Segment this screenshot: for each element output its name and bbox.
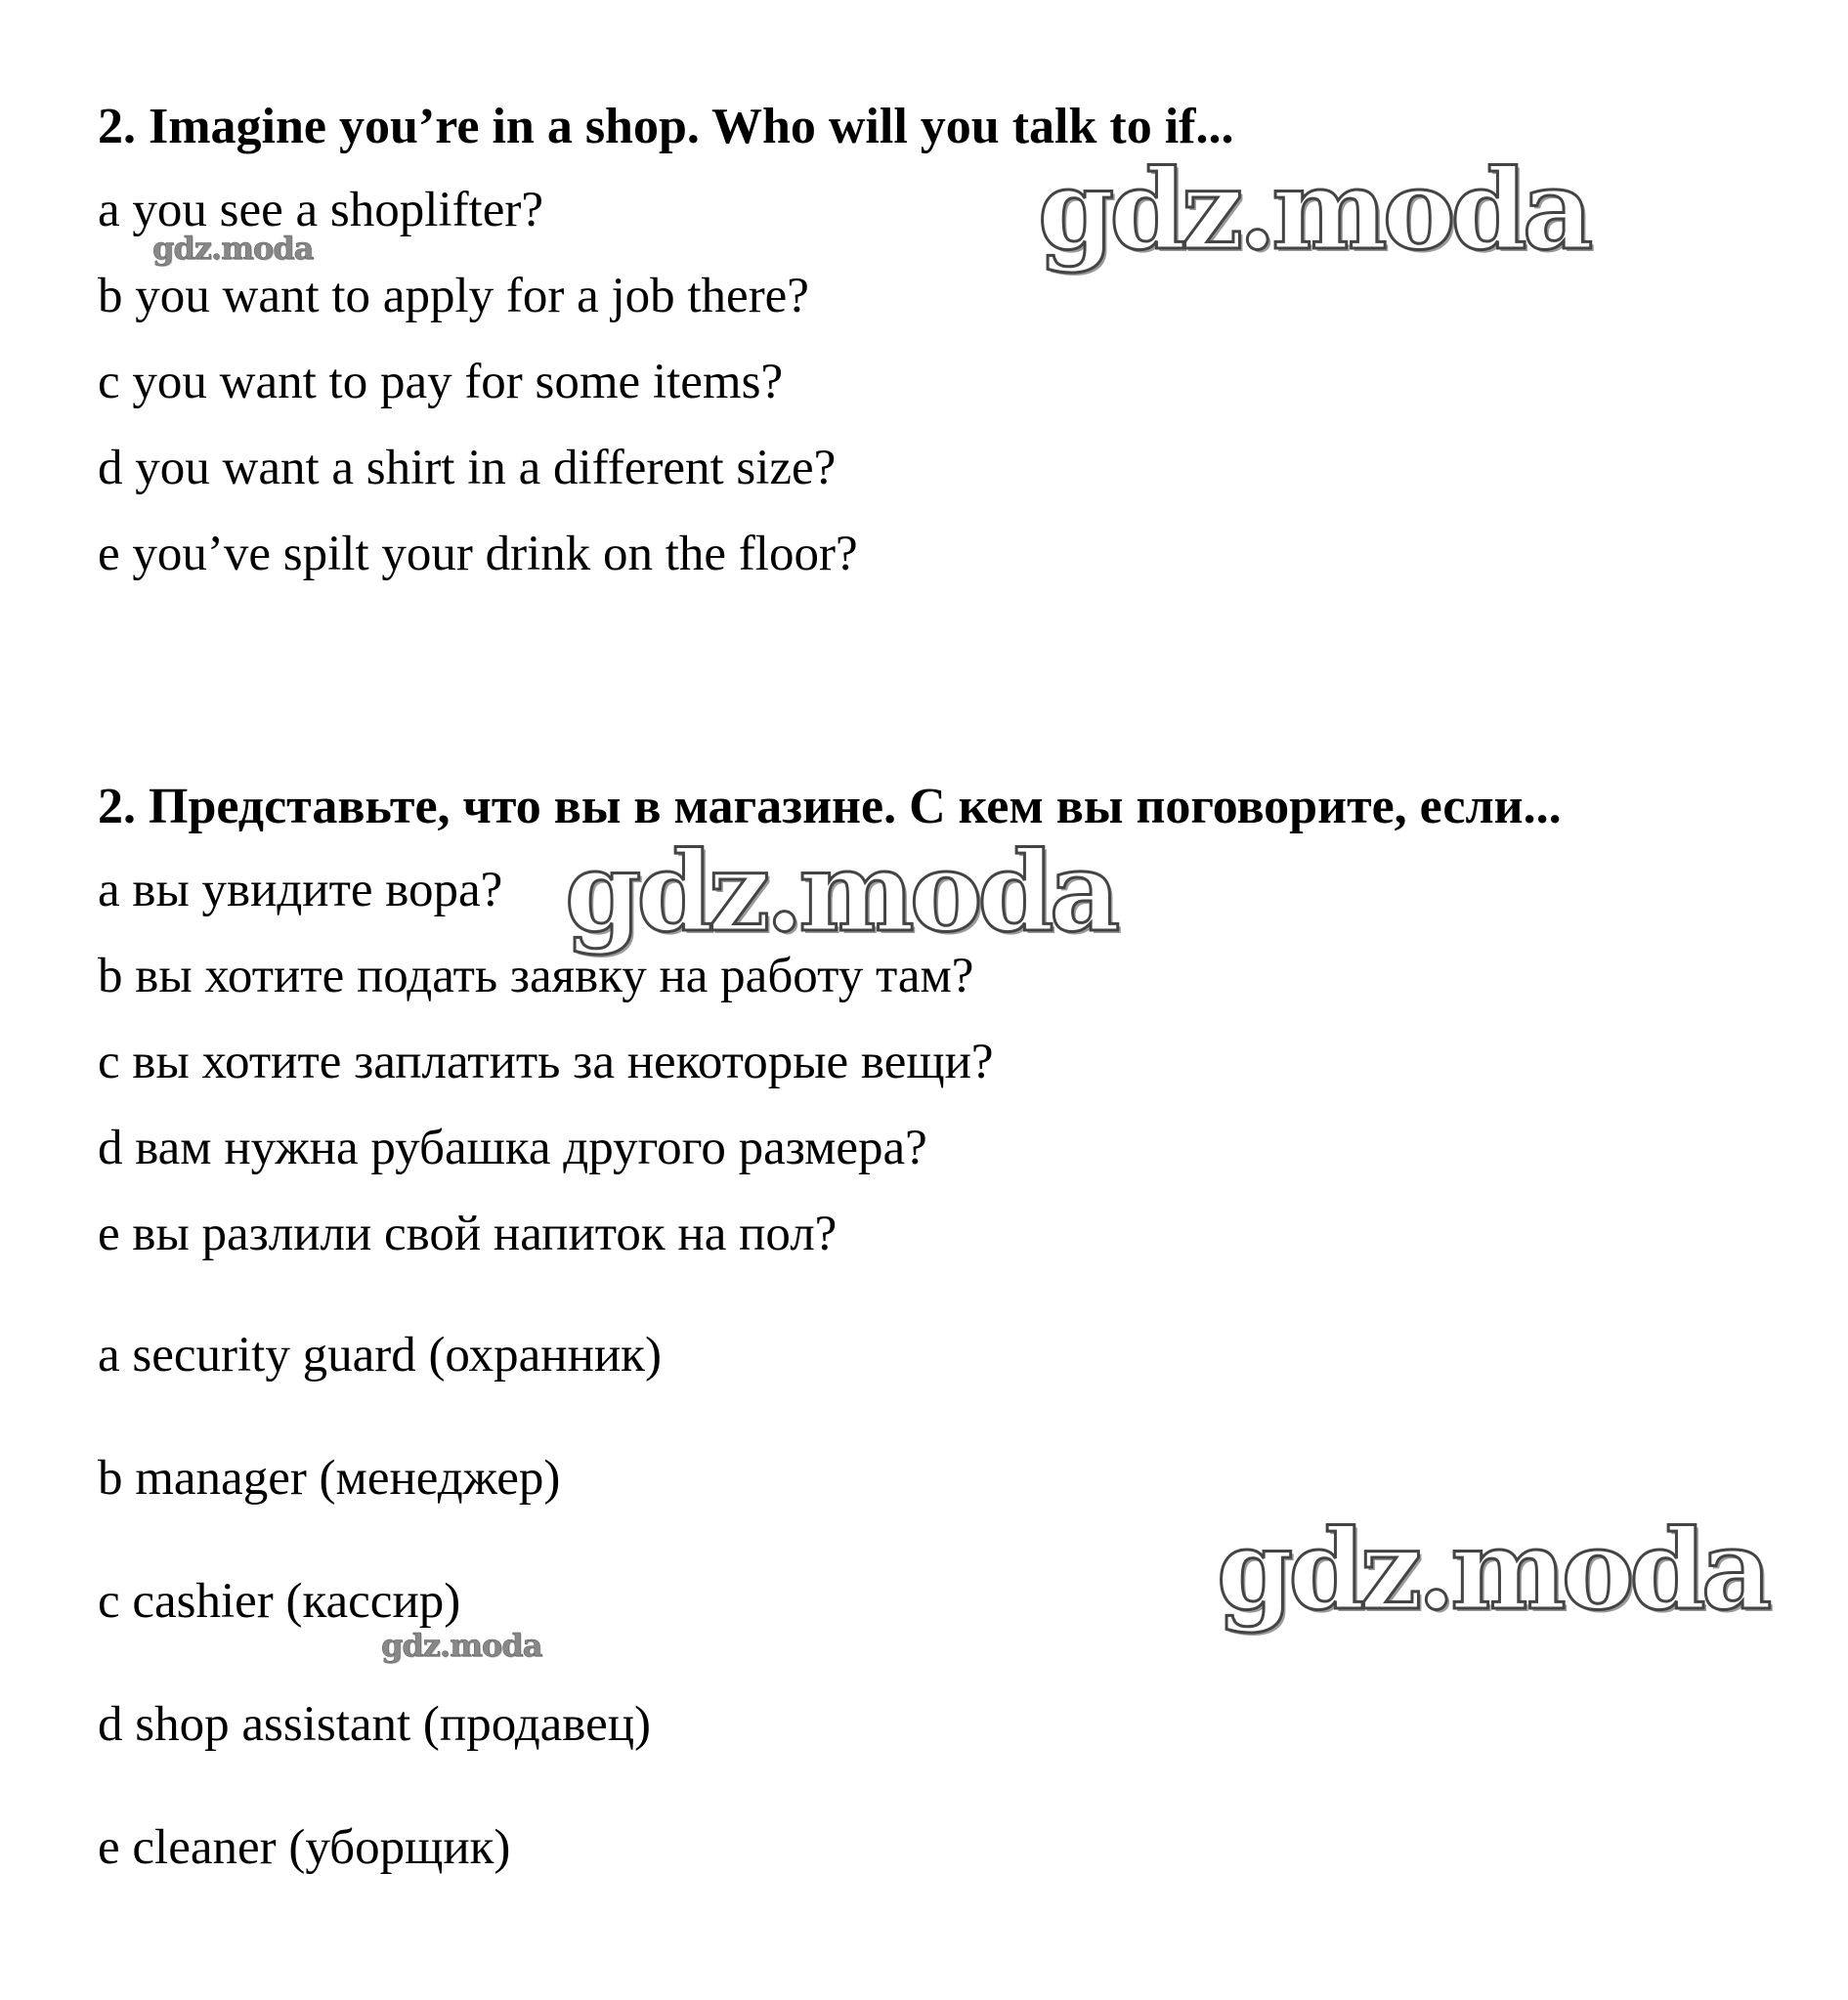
watermark-bottom-right: gdz.moda bbox=[1217, 1507, 1768, 1635]
english-item-e: e you’ve spilt your drink on the floor? bbox=[98, 527, 858, 581]
watermark-top-right: gdz.moda bbox=[1038, 147, 1589, 275]
russian-item-a: a вы увидите вора? bbox=[98, 863, 503, 917]
russian-item-d: d вам нужна рубашка другого размера? bbox=[98, 1121, 927, 1175]
english-item-b: b you want to apply for a job there? bbox=[98, 269, 809, 323]
answer-c: c cashier (кассир) bbox=[98, 1574, 461, 1629]
english-item-d: d you want a shirt in a different size? bbox=[98, 441, 837, 495]
answer-b: b manager (менеджер) bbox=[98, 1451, 561, 1506]
english-item-a: a you see a shoplifter? bbox=[98, 183, 543, 237]
answer-e: e cleaner (уборщик) bbox=[98, 1820, 511, 1875]
russian-item-e: e вы разлили свой напиток на пол? bbox=[98, 1207, 838, 1261]
watermark-middle: gdz.moda bbox=[565, 829, 1116, 957]
english-heading: 2. Imagine you’re in a shop. Who will you talk to if... bbox=[98, 99, 1234, 154]
english-item-c: c you want to pay for some items? bbox=[98, 355, 784, 409]
answer-d: d shop assistant (продавец) bbox=[98, 1697, 652, 1752]
watermark-small-top: gdz.moda bbox=[152, 230, 314, 267]
russian-item-c: c вы хотите заплатить за некоторые вещи? bbox=[98, 1035, 994, 1089]
answer-a: a security guard (охранник) bbox=[98, 1328, 662, 1383]
russian-heading: 2. Представьте, что вы в магазине. С кем вы поговорите, если... bbox=[98, 779, 1562, 834]
watermark-small-bottom: gdz.moda bbox=[381, 1627, 542, 1664]
russian-item-b: b вы хотите подать заявку на работу там? bbox=[98, 949, 974, 1003]
